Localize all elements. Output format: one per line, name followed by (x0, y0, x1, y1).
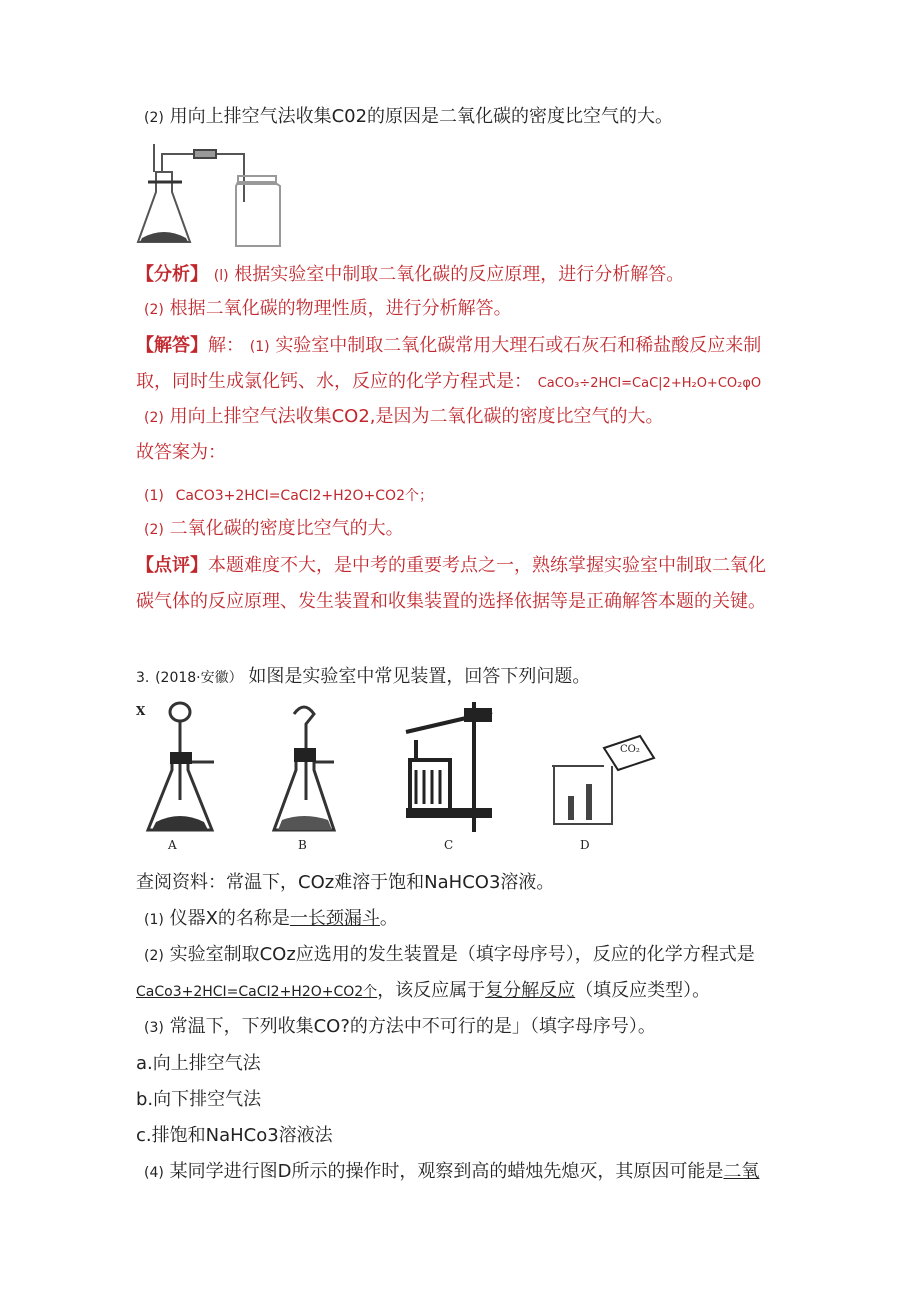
sub-question-1 (144, 906, 398, 933)
item-number: (2) (144, 302, 164, 318)
analysis-text: 根据实验室中制取二氧化碳的反应原理，进行分析解答。 (234, 264, 685, 285)
final-equation: CaCO3+2HCI=CaCl2+H2O+CO2个； (175, 488, 433, 504)
final-title: 故答案为： (136, 442, 226, 463)
question-2-line (144, 104, 673, 131)
label-x: X (136, 704, 146, 718)
question-text: （填反应类型）。 (575, 980, 711, 1001)
analysis-tag: 【分析】 (136, 264, 208, 285)
item-number: (2) (144, 110, 164, 126)
analysis-line-2 (144, 296, 512, 323)
answer-tag: 【解答】 (136, 335, 208, 356)
option-b: b.向下排空气法 (136, 1089, 262, 1110)
answer-blank: 一长颈漏斗 (289, 908, 380, 929)
question-text: 仪器X的名称是 (169, 908, 290, 929)
answer-text: 实验室中制取二氧化碳常用大理石或石灰石和稀盐酸反应来制 (275, 335, 762, 356)
item-number: (l) (213, 268, 229, 284)
item-number: (1) (144, 912, 164, 928)
answer-line-3 (144, 404, 664, 431)
question-text: 实验室制取COz应选用的发生装置是（填字母序号），反应的化学方程式是 (169, 944, 755, 965)
answer-blank: 复分解反应 (485, 980, 576, 1001)
comment-tag: 【点评】 (136, 555, 208, 576)
item-number: (1) (144, 488, 164, 504)
item-number: (3) (144, 1020, 164, 1036)
answer-line-1 (136, 333, 761, 360)
question-text: 某同学进行图D所示的操作时，观察到高的蜡烛先熄灭，其原因可能是 (169, 1161, 724, 1182)
comment-line-1 (136, 553, 766, 579)
apparatus-a (148, 703, 214, 830)
question-text: 常温下，下列收集CO?的方法中不可行的是」（填字母序号）。 (169, 1016, 656, 1037)
item-number: (2) (144, 522, 164, 538)
punctuation: 。 (379, 908, 398, 929)
sub-question-4 (144, 1159, 759, 1186)
label-a: A (168, 838, 177, 852)
analysis-line-1 (136, 262, 684, 289)
item-number: (4) (144, 1165, 164, 1181)
answer-text: 用向上排空气法收集CO2,是因为二氧化碳的密度比空气的大。 (169, 406, 664, 427)
option-a: a.向上排空气法 (136, 1053, 261, 1074)
sub-question-3 (144, 1014, 656, 1041)
answer-equation: CaCO₃÷2HCI=CaC|2+H₂O+CO₂φO (537, 376, 762, 391)
analysis-text: 根据二氧化碳的物理性质，进行分析解答。 (169, 298, 512, 319)
answer-prefix: 解： (208, 335, 244, 356)
label-co2: CO₂ (620, 744, 640, 755)
label-c: C (444, 838, 454, 852)
reference-info: 查阅资料：常温下，COz难溶于饱和NaHCO3溶液。 (136, 872, 555, 893)
item-number: (2) (144, 948, 164, 964)
comment-line-2: 碳气体的反应原理、发生装置和收集装置的选择依据等是正确解答本题的关键。 (136, 591, 766, 612)
final-line-1 (144, 482, 433, 509)
final-line-2 (144, 516, 404, 543)
answer-equation: CaCo3+2HCI=CaCI2+H2O+CO2个 (136, 984, 378, 1000)
label-b: B (298, 838, 307, 852)
label-d: D (580, 838, 590, 852)
answer-text: 取，同时生成氯化钙、水，反应的化学方程式是： (136, 371, 532, 392)
question-number: 3. (136, 670, 150, 686)
question-text: 如图是实验室中常见装置，回答下列问题。 (248, 666, 591, 687)
question-text: ，该反应属于 (377, 980, 486, 1001)
apparatus-b (274, 707, 334, 830)
gas-collection-figure (134, 142, 284, 252)
question-source: (2018·安徽） (155, 670, 243, 686)
sub-question-2-cont (136, 978, 710, 1005)
comment-text: 本题难度不大，是中考的重要考点之一，熟练掌握实验室中制取二氧化 (208, 555, 766, 576)
question-3-heading (136, 664, 590, 691)
answer-line-2 (136, 369, 761, 397)
item-number: (2) (144, 410, 164, 426)
question-text: 用向上排空气法收集C02的原因是二氧化碳的密度比空气的大。 (169, 106, 674, 127)
apparatus-figure (134, 700, 674, 860)
option-c: c.排饱和NaHCo3溶液法 (136, 1125, 333, 1146)
final-text: 二氧化碳的密度比空气的大。 (169, 518, 404, 539)
item-number: (1) (249, 339, 270, 355)
sub-question-2 (144, 942, 755, 969)
answer-blank: 二氧 (723, 1161, 760, 1182)
